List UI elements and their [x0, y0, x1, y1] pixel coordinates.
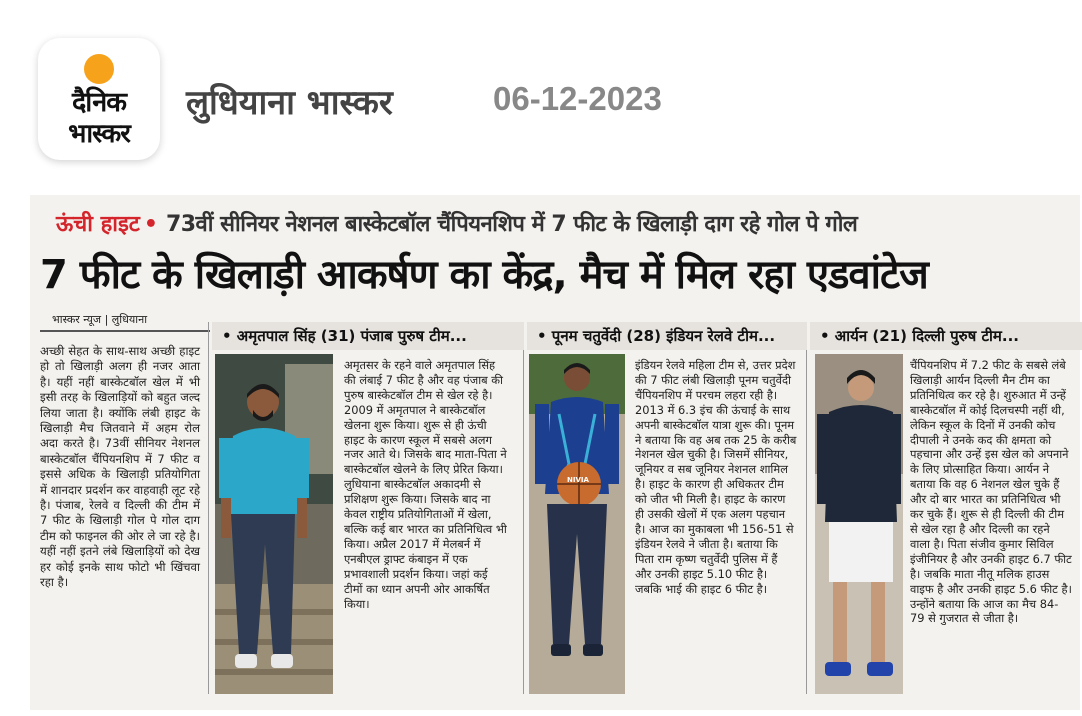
dainik-bhaskar-logo[interactable] — [38, 38, 160, 160]
logo-text-line1: दैनिक — [71, 87, 127, 118]
edition-date: 06-12-2023 — [493, 80, 662, 117]
logo-text-line2: भास्कर — [68, 119, 130, 149]
player-text-aryan: चैंपियनशिप में 7.2 फीट के सबसे लंबे खिलाड़ी आर्यन दिल्ली मैन टीम का प्रतिनिधित्व कर रहे है। शुरुआत में उन्हें बास्केटबॉल में कोई दिलचस्पी नहीं थी, लेकिन स्कूल के दिनों में उनकी कोच दीपाली ने उनके कद की क्षमता को पहचाना और उन्हें इस खेल को अपनाने के लिए प्रोत्साहित किया। आर्यन ने बताया कि वह 6 नेशनल खेल चुके हैं और दो बार भारत का प्रतिनिधित्व भी कर चुके हैं। शुरू से ही दिल्ली की टीम से खेल रहा है और दिल्ली का रहने वाला है। पिता संजीव कुमार सिविल इंजीनियर है और उनकी हाइट 6.7 फीट है। जबकि माता नीतू मलिक हाउस वाइफ है और उनकी हाइट 5.6 फीट है। उन्होंने बताया कि आज का मैच 84-79 से गुजरात से जीता है। — [910, 358, 1072, 626]
article-kicker — [56, 208, 857, 238]
byline-rule — [40, 330, 210, 332]
player-title-amritpal: • अमृतपाल सिंह (31) पंजाब पुरुष टीम... — [212, 322, 524, 350]
kicker-tag: ऊंची हाइट — [56, 212, 140, 237]
column-divider — [806, 322, 807, 694]
byline: भास्कर न्यूज | लुधियाना — [52, 313, 148, 326]
intro-paragraph: अच्छी सेहत के साथ-साथ अच्छी हाइट हो तो खिलाड़ी अलग ही नजर आता है। यहीं नहीं बास्केटबॉल खेल में भी इसी तरह के खिलाड़ियों को बहुत जल्द लिया जाता है। क्योंकि लंबी हाइट के खिलाड़ी मैच जितवाने में अहम रोल अदा करते है। 73वीं सीनियर नेशनल बास्केटबॉल चैंपियनशिप में 7 फीट व इससे अधिक के खिलाड़ी प्रतियोगिता में शानदार प्रदर्शन कर वाहवाही लूट रहे है। पंजाब, रेलवे व दिल्ली की टीम में 7 फीट के खिलाड़ी गोल पे गोल दाग टीम को फाइनल की ओर ले जा रहे है। यहीं नहीं इतने लंबे खिलाड़ियों को देख हर कोई इनके साथ फोटो भी खिंचवा रहा है। — [40, 344, 200, 590]
column-divider — [523, 322, 524, 694]
player-photo-poonam — [529, 354, 625, 694]
player-photo-amritpal — [215, 354, 333, 694]
photo-aryan — [815, 354, 903, 694]
article-headline: 7 फीट के खिलाड़ी आकर्षण का केंद्र, मैच में मिल रहा एडवांटेज — [40, 252, 928, 298]
player-title-aryan: • आर्यन (21) दिल्ली पुरुष टीम... — [810, 322, 1082, 350]
player-title-poonam: • पूनम चतुर्वेदी (28) इंडियन रेलवे टीम... — [527, 322, 807, 350]
photo-poonam — [529, 354, 625, 694]
sun-icon — [84, 54, 114, 84]
player-text-poonam: इंडियन रेलवे महिला टीम से, उत्तर प्रदेश की 7 फीट लंबी खिलाड़ी पूनम चतुर्वेदी चैंपियनशिप में परचम लहरा रही है। 2013 में 6.3 इंच की ऊंचाई के साथ अपनी बास्केटबॉल यात्रा शुरू की। पूनम ने बताया कि वह अब तक 25 के करीब नेशनल खेल चुकी है। जिसमें सीनियर, जूनियर व सब जूनियर नेशनल शामिल है। हाइट के कारण ही अधिकतर टीम को जीत भी मिली है। हाइट के कारण ही उसकी खेलों में एक अलग पहचान है। आज का मुकाबला भी 156-51 से इंडियन रेलवे ने जीता है। बताया कि पिता राम कृष्ण चतुर्वेदी पुलिस में हैं और उनकी हाइट 5.10 फीट है। जबकि भाई की हाइट 6 फीट है। — [635, 358, 797, 596]
photo-amritpal — [215, 354, 333, 694]
app-header — [0, 0, 1082, 190]
player-photo-aryan — [815, 354, 903, 694]
edition-title: लुधियाना भास्कर — [186, 83, 393, 123]
column-divider — [208, 322, 209, 694]
ball-label: NIVIA — [567, 476, 589, 484]
kicker-bullet: • — [143, 212, 158, 237]
player-text-amritpal: अमृतसर के रहने वाले अमृतपाल सिंह की लंबाई 7 फीट है और वह पंजाब की पुरुष बास्केटबॉल टीम से खेल रहे है। 2009 में अमृतपाल ने बास्केटबॉल खेलना शुरू किया। शुरू से ही ऊंची हाइट के कारण स्कूल में सबसे अलग नजर आते थे। जिसके बाद माता-पिता ने बास्केटबॉल खेलने के लिए प्रेरित किया। लुधियाना बास्केटबॉल अकादमी से प्रशिक्षण शुरू किया। जिसके बाद ना केवल राष्ट्रीय प्रतियोगिताओं में खेला, बल्कि कई बार भारत का प्रतिनिधित्व भी किया। अप्रैल 2017 में मेलबर्न में एनबीएल ड्राफ्ट कंबाइन में एक प्रभावशाली प्रदर्शन किया। जहां कई टीमों का ध्यान अपनी ओर आकर्षित किया। — [344, 358, 507, 611]
kicker-text: 73वीं सीनियर नेशनल बास्केटबॉल चैंपियनशिप में 7 फीट के खिलाड़ी दाग रहे गोल पे गोल — [165, 212, 858, 237]
